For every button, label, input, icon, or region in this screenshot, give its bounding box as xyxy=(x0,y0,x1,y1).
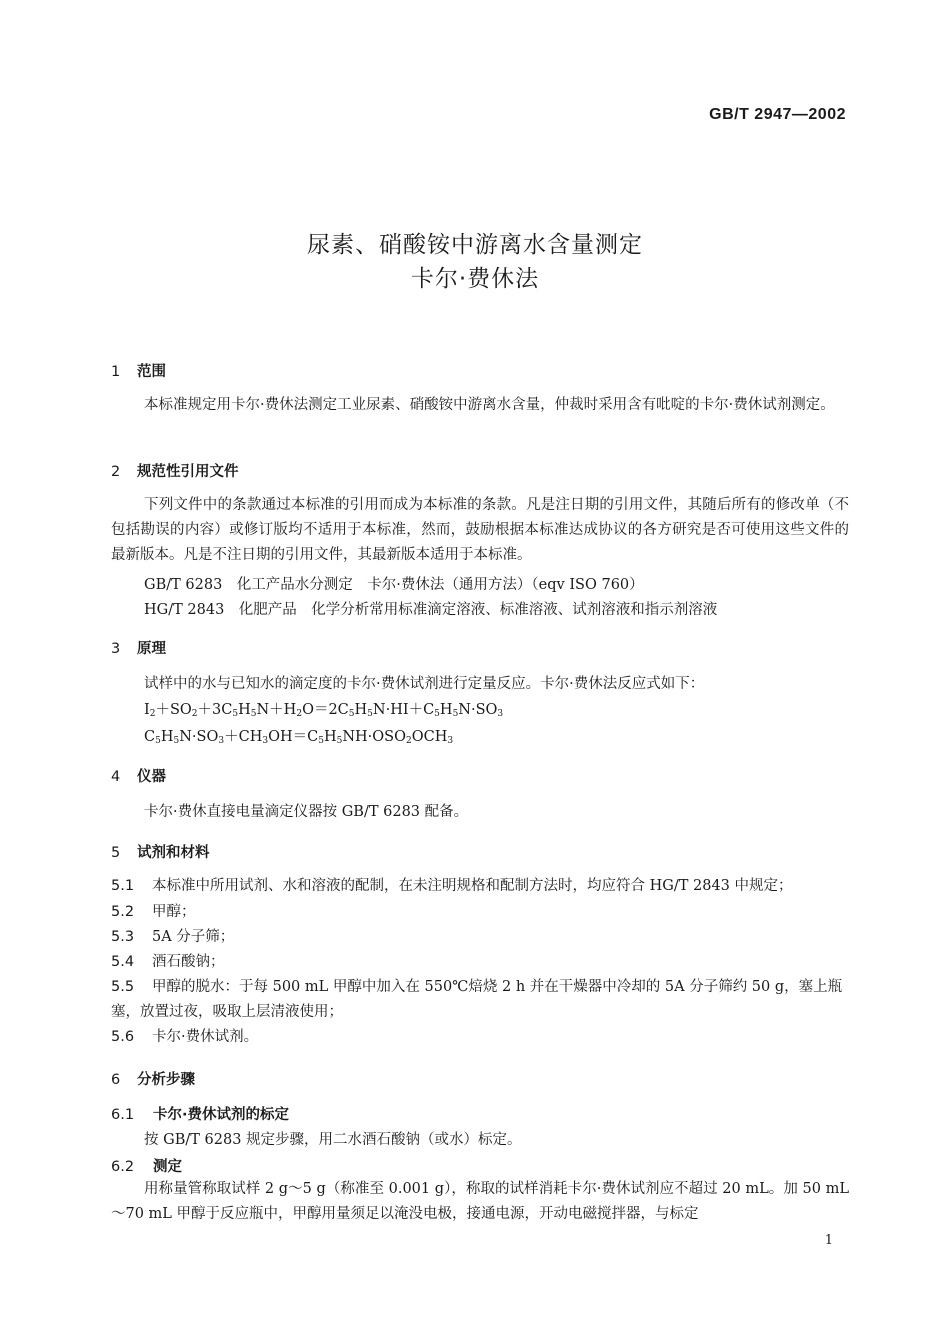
section-4-paragraph: 卡尔·费休直接电量滴定仪器按 GB/T 6283 配备。 xyxy=(144,804,469,820)
section-6-heading xyxy=(111,1068,195,1089)
document-title: 尿素、硝酸铵中游离水含量测定 xyxy=(307,232,643,258)
section-3-paragraph: 试样中的水与已知水的滴定度的卡尔·费休试剂进行定量反应。卡尔·费休法反应式如下： xyxy=(144,676,705,692)
section-5-heading xyxy=(111,841,210,862)
reaction-equation-2: $C_5H_5N\cdot SO_3+CH_3OH=C_5H_5NH\cdot OSO_2OCH_3$ xyxy=(144,729,454,746)
section-number: 6 xyxy=(111,1072,121,1088)
subsection-6-2-heading: 6.2 测定 xyxy=(111,1159,182,1175)
section-2-paragraph: 下列文件中的条款通过本标准的引用而成为本标准的条款。凡是注日期的引用文件，其随后所有的修改单（不包括勘误的内容）或修订版均不适用于本标准，然而，鼓励根据本标准达成协议的各方研究是否可使用这些文件的最新版本。凡是不注日期的引用文件，其最新版本适用于本标准。 xyxy=(111,497,849,563)
section-4-heading xyxy=(111,765,166,786)
list-item: 5.3 5A 分子筛； xyxy=(111,929,235,945)
reference-hgt-2843: HG/T 2843 化肥产品 化学分析常用标准滴定溶液、标准溶液、试剂溶液和指示剂溶液 xyxy=(144,602,718,618)
section-title: 原理 xyxy=(137,641,166,657)
subsection-6-1-paragraph: 按 GB/T 6283 规定步骤，用二水酒石酸钠（或水）标定。 xyxy=(144,1132,522,1148)
reaction-equation-1: $I_2+SO_2+3C_5H_5N+H_2O=2C_5H_5N\cdot HI+C_5H_5N\cdot SO_3$ xyxy=(144,702,504,719)
standard-code: GB/T 2947—2002 xyxy=(709,106,846,123)
subsection-6-2-paragraph: 用称量管称取试样 2 g～5 g（称准至 0.001 g），称取的试样消耗卡尔·费休试剂应不超过 20 mL。加 50 mL～70 mL 甲醇于反应瓶中，甲醇用量须足以淹没电极，接通电源，开动电磁搅拌器，与标定 xyxy=(111,1181,849,1222)
section-number: 1 xyxy=(111,364,121,380)
section-title: 范围 xyxy=(137,364,166,380)
subsection-6-1-heading: 6.1 卡尔·费休试剂的标定 xyxy=(111,1107,290,1123)
list-item: 5.4 酒石酸钠； xyxy=(111,954,225,970)
section-number: 4 xyxy=(111,769,121,785)
section-number: 3 xyxy=(111,641,121,657)
section-title: 试剂和材料 xyxy=(137,845,210,861)
section-1-heading xyxy=(111,360,166,381)
list-item: 5.1 本标准中所用试剂、水和溶液的配制，在未注明规格和配制方法时，均应符合 HG/T 2843 中规定； xyxy=(111,878,793,894)
section-title: 分析步骤 xyxy=(137,1072,195,1088)
section-number: 5 xyxy=(111,845,121,861)
page-number: 1 xyxy=(824,1233,833,1248)
list-item: 5.6 卡尔·费休试剂。 xyxy=(111,1029,259,1045)
list-item: 5.2 甲醇； xyxy=(111,904,196,920)
section-2-heading xyxy=(111,460,239,481)
document-subtitle: 卡尔·费休法 xyxy=(410,266,540,292)
section-title: 规范性引用文件 xyxy=(137,464,239,480)
list-item: 5.5 甲醇的脱水：于每 500 mL 甲醇中加入在 550℃焙烧 2 h 并在干燥器中冷却的 5A 分子筛约 50 g，塞上瓶塞，放置过夜，吸取上层清液使用； xyxy=(111,979,843,1020)
section-number: 2 xyxy=(111,464,121,480)
section-3-heading xyxy=(111,637,166,658)
section-title: 仪器 xyxy=(137,769,166,785)
section-1-paragraph: 本标准规定用卡尔·费休法测定工业尿素、硝酸铵中游离水含量，仲裁时采用含有吡啶的卡尔·费休试剂测定。 xyxy=(144,397,835,413)
reference-gbt-6283: GB/T 6283 化工产品水分测定 卡尔·费休法（通用方法）（eqv ISO 760） xyxy=(144,577,644,593)
